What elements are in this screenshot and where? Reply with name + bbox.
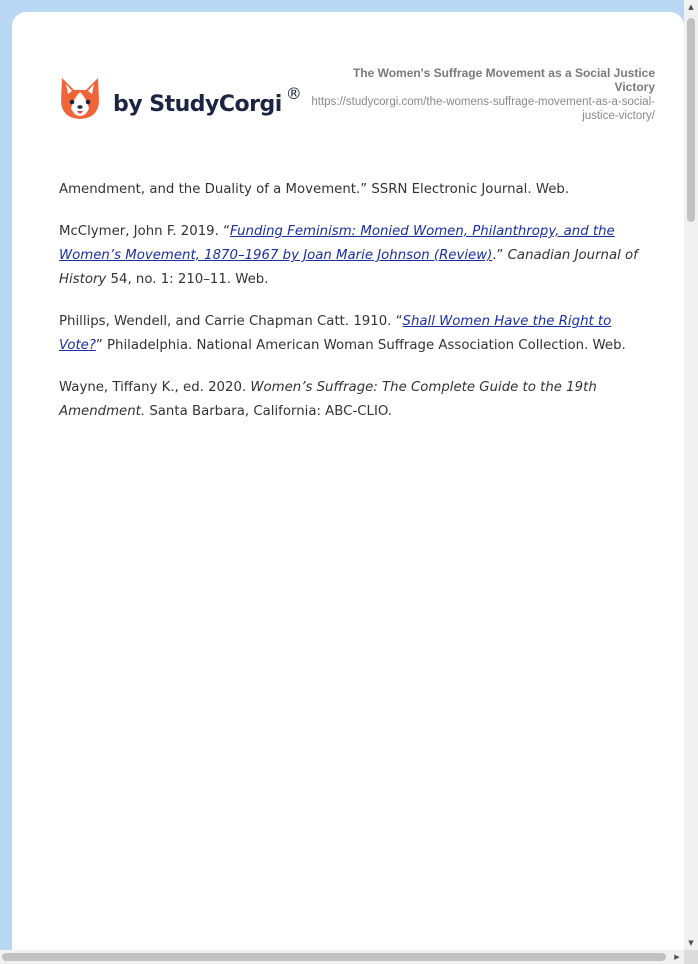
reference-text: Phillips, Wendell, and Carrie Chapman Catt. 1910. “ <box>59 314 403 329</box>
book-title: Women’s Suffrage: The Complete Guide to the 19th Amendment. <box>59 380 597 419</box>
corgi-logo-icon <box>59 76 101 122</box>
reference-entry <box>59 376 659 424</box>
reference-entry <box>59 310 659 358</box>
reference-text: Wayne, Tiffany K., ed. 2020. <box>59 380 251 395</box>
logo-text: by StudyCorgi ® <box>113 83 302 117</box>
journal-title: Canadian Journal of History <box>59 248 638 287</box>
document-url[interactable]: https://studycorgi.com/the-womens-suffrage-movement-as-a-social-justice-victory/ <box>311 96 655 122</box>
registered-mark: ® <box>285 83 302 103</box>
reference-text: 54, no. 1: 210–11. Web. <box>106 272 269 287</box>
studycorgi-logo[interactable] <box>59 76 301 122</box>
reference-entry <box>59 220 659 292</box>
reference-text: Amendment, and the Duality of a Movement.” SSRN Electronic Journal. Web. <box>59 182 570 197</box>
reference-text: Santa Barbara, California: ABC-CLIO. <box>145 404 393 419</box>
horizontal-scroll-thumb[interactable] <box>2 953 666 961</box>
reference-entry <box>59 178 659 202</box>
vertical-scrollbar[interactable] <box>684 0 698 950</box>
scroll-down-arrow-icon[interactable]: ▼ <box>688 939 694 947</box>
reference-list <box>59 178 659 442</box>
vertical-scroll-thumb[interactable] <box>687 18 695 222</box>
scrollbar-corner <box>684 950 698 964</box>
reference-text: ” Philadelphia. National American Woman Suffrage Association Collection. Web. <box>95 338 626 353</box>
document-title: The Women's Suffrage Movement as a Social Justice Victory <box>352 66 655 94</box>
reference-link[interactable]: Funding Feminism: Monied Women, Philanthropy, and the Women’s Movement, 1870–1967 by Joan Marie Johnson (Review) <box>59 224 615 263</box>
document-meta <box>310 66 655 123</box>
reference-link[interactable]: Shall Women Have the Right to Vote? <box>59 314 612 353</box>
reference-text: .” <box>492 248 508 263</box>
document-page <box>12 12 684 964</box>
horizontal-scrollbar[interactable] <box>0 950 698 964</box>
scroll-up-arrow-icon[interactable]: ▲ <box>688 3 694 11</box>
page-header <box>59 66 655 136</box>
scroll-right-arrow-icon[interactable]: ▶ <box>674 953 680 961</box>
reference-text: McClymer, John F. 2019. “ <box>59 224 230 239</box>
